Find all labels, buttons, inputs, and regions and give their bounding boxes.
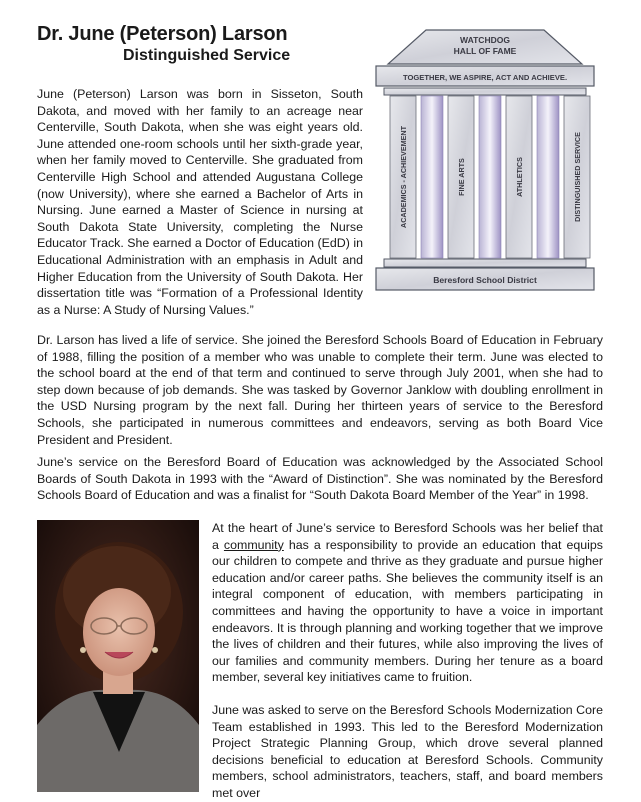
paragraph-award: June’s service on the Beresford Board of Education was acknowledged by the Associated School Boards of South Dakota in 1993 with the “Award of Distinction”. She was nominated by the Beresford Schools Board of Education and was a finalist for “South Dakota Board Member of the Year” in 1998. [37,455,603,503]
hall-of-fame-logo [370,22,600,300]
paragraph-biography: June (Peterson) Larson was born in Sisseton, South Dakota, and moved with her family to an acreage near Centerville, South Dakota, when she was eight years old. June attended one-room schools until her sixth-grade year, when her family moved to Centerville. She graduated from Centerville High School and attended Augustana College (now University), where she earned a Bachelor of Arts in Nursing. June earned a Master of Science in nursing at South Dakota State University, completing the Nurse Educator Track. She earned a Doctor of Education (EdD) in Educational Administration with an emphasis in Adult and Higher Education from the University of South Dakota. Her dissertation title was “Formation of a Professional Identity as a Nurse: A Study of Nursing Values.” [37,87,363,317]
logo-columns [390,96,590,258]
paragraph-community [212,520,603,686]
honoree-name: Dr. June (Peterson) Larson [37,23,288,45]
logo-top-line1: WATCHDOG [460,35,510,45]
paragraph-service: Dr. Larson has lived a life of service. She joined the Beresford Schools Board of Education in February of 1988, filling the position of a member who was unable to complete their term. June was elected to the school board at the end of that term and continued to serve through July 2001, when she had to step down because of job demands. She was tasked by Governor Janklow with doubling enrollment in the USD Nursing program by the next fall. During her thirteen years of service to the Beresford Schools, she participated in numerous committees and endeavors, serving as both Board Vice President and President. [37,333,603,447]
p4-start: At the heart of June’s service to Beresford Schools was her belief that a [212,521,603,552]
pillar-athletics: ATHLETICS [515,157,524,197]
title-block [37,22,337,66]
logo-motto: TOGETHER, WE ASPIRE, ACT AND ACHIEVE. [402,73,568,82]
underlined-word-community: community [223,537,284,552]
pillar-fine-arts: FINE ARTS [457,158,466,196]
paragraph-modernization: June was asked to serve on the Beresford Schools Modernization Core Team established in 1993. This led to the Beresford Modernization Project Strategic Planning Group, which drove several planned decisions beneficial to education at Beresford Schools. Community members, school administrators, teachers, staff, and board members met over [212,703,603,800]
p4-rest: has a responsibility to provide an education that equips our children to compete and thrive as they graduate and pursue higher education and/or career paths. She believes the community itself is an integral component of education, with members participating in committees and having the opportunity to have a voice in important endeavors. It is through planning and working together that we improve the lives of children and their futures, while also improving the lives of our families and community members. During her tenure as a board member, several key initiatives came to fruition. [212,537,604,685]
award-category: Distinguished Service [123,47,291,64]
pillar-distinguished-service: DISTINGUISHED SERVICE [573,132,582,222]
logo-base-text: Beresford School District [433,275,537,285]
portrait-photo [37,520,199,792]
pillar-academics: ACADEMICS - ACHIEVEMENT [399,126,408,228]
logo-top-line2: HALL OF FAME [453,46,517,56]
